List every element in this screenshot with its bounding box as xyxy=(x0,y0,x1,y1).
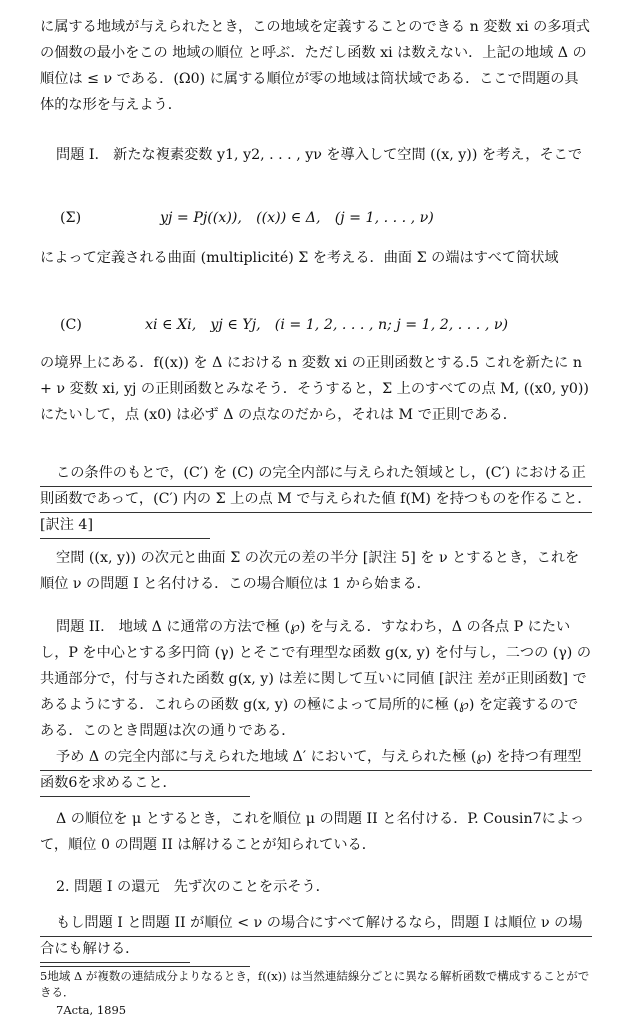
equation-sigma-tag: (Σ) xyxy=(60,210,82,226)
equation-sigma xyxy=(40,205,592,231)
footnote-separator xyxy=(40,966,250,967)
paragraph-meromorphic: 予め Δ の完全内部に与えられた地域 Δ′ において，与えられた極 (℘) を持つ有理型函数6を求めること． xyxy=(40,749,582,791)
underline-rule xyxy=(40,486,592,487)
underline-rule xyxy=(40,538,210,539)
equation-c-body: xi ∈ Xi, yj ∈ Yj, (i = 1, 2, . . . , n; j = 1, 2, . . . , ν) xyxy=(145,317,509,333)
footnote-7: 7Acta, 1895 xyxy=(56,1003,127,1017)
equation-sigma-body: yj = Pj((x)), ((x)) ∈ Δ, (j = 1, . . . , ν) xyxy=(160,210,434,226)
paragraph-rank-problem-1: 空間 ((x, y)) の次元と曲面 Σ の次元の差の半分 [訳注 5] を ν とするとき，これを 順位 ν の問題 I と名付ける．この場合順位は 1 から始まる． xyxy=(40,550,580,592)
underline-rule xyxy=(40,962,190,963)
underline-rule xyxy=(40,770,592,771)
underline-rule xyxy=(40,936,592,937)
underline-rule xyxy=(40,512,592,513)
paragraph-theorem: もし問題 I と問題 II が順位 < ν の場合にすべて解けるなら，問題 I は順位 ν の場合にも解ける． xyxy=(40,915,583,957)
paragraph-condition: この条件のもとで，(C′) を (C) の完全内部に与えられた領域とし，(C′) における正則函数であって，(C′) 内の Σ 上の点 M で与えられた値 f(M) を持つものを作ること．[訳注 4] xyxy=(40,465,592,533)
underline-rule xyxy=(40,796,250,797)
footnote-5: 5地域 Δ が複数の連結成分よりなるとき，f((x)) は当然連結線分ごとに異なる解析函数で構成することができる． xyxy=(40,969,590,999)
equation-c-tag: (C) xyxy=(60,317,82,333)
paragraph-problem-1: 問題 I. 新たな複素変数 y1, y2, . . . , yν を導入して空間 ((x, y)) を考え，そこで xyxy=(56,147,583,163)
paragraph-surface: によって定義される曲面 (multiplicité) Σ を考える．曲面 Σ の端はすべて筒状域 xyxy=(40,250,559,266)
paragraph-cousin: Δ の順位を μ とするとき，これを順位 μ の問題 II と名付ける．P. Cousin7によって，順位 0 の問題 II は解けることが知られている． xyxy=(40,811,585,853)
equation-c xyxy=(40,312,592,338)
paragraph-problem-2: 問題 II. 地域 Δ に通常の方法で極 (℘) を与える．すなわち，Δ の各点 P にたいし，P を中心とする多円筒 (γ) とそこで有理型な函数 g(x, y) を付与し，二つの (γ) の共通部分で，付与された函数 g(x, y) は差に関して互いに同値 [訳注 差が正則函数] であるようにする．これらの函数 g(x, y) の極によって局所的に極 (℘) を定義するのである．このとき問題は次の通りである． xyxy=(40,619,592,739)
paragraph-rank-definition: に属する地域が与えられたとき，この地域を定義することのできる n 変数 xi の多項式の個数の最小をこの 地域の順位 と呼ぶ．ただし函数 xi は数えない．上記の地域 Δ の順位は ≤ ν である．(Ω0) に属する順位が零の地域は筒状域である．ここで問題の具体的な形を与えよう． xyxy=(40,19,590,113)
section-heading-reduction: 2. 問題 I の還元 先ず次のことを示そう． xyxy=(56,879,330,895)
paragraph-boundary: の境界上にある．f((x)) を Δ における n 変数 xi の正則函数とする.5 これを新たに n + ν 変数 xi, yj の正則函数とみなそう．そうすると，Σ 上のすべての点 M, ((x0, y0)) にたいして，点 (x0) は必ず Δ の点なのだから，それは M で正則である． xyxy=(40,355,589,423)
